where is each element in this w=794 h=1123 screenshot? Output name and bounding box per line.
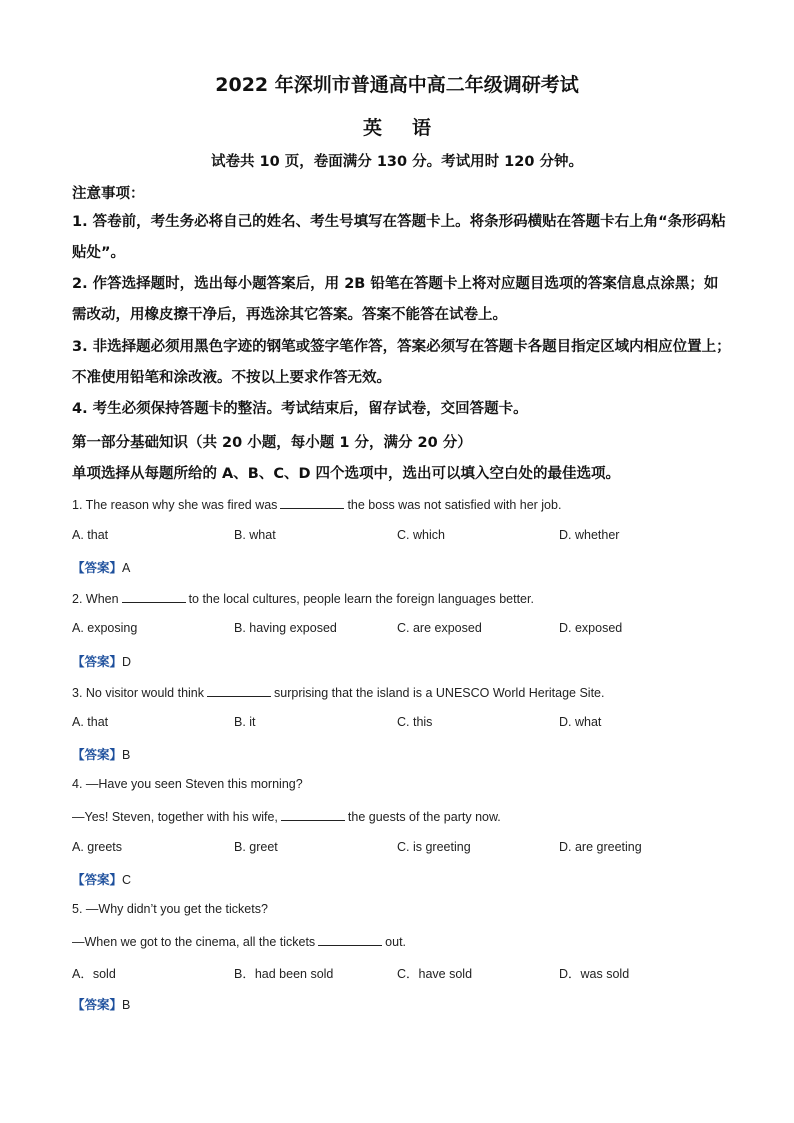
stem-text: —Yes! Steven, together with his wife, [72, 810, 278, 824]
answer-tag: 【答案】 [72, 998, 123, 1012]
section-title: 第一部分基础知识（共 20 小题，每小题 1 分，满分 20 分） [72, 435, 472, 451]
answer-blank [122, 590, 186, 603]
option-c: C. are exposed [397, 621, 482, 635]
answer-value: B [122, 998, 131, 1012]
question-stem [72, 808, 501, 824]
answer-tag: 【答案】 [72, 561, 123, 575]
question-stem [72, 684, 604, 700]
answer-value: D [122, 655, 132, 669]
answer-tag: 【答案】 [72, 655, 123, 669]
stem-text: 3. No visitor would think [72, 686, 205, 700]
subject-title: 英语 [362, 117, 461, 139]
notice-item: 3. 非选择题必须用黑色字迹的钢笔或签字笔作答，答案必须写在答题卡各题目指定区域内相应位置上；不准使用铅笔和涂改液。不按以上要求作答无效。 [72, 339, 731, 386]
answer-line [72, 558, 130, 576]
stem-text: out. [385, 935, 407, 949]
option-d: D. whether [559, 528, 620, 542]
question-stem [72, 496, 561, 512]
answer-tag: 【答案】 [72, 873, 123, 887]
option-c: C. this [397, 715, 433, 729]
stem-text: the boss was not satisfied with her job. [347, 498, 562, 512]
notice-heading: 注意事项： [72, 186, 145, 202]
exam-title: 2022 年深圳市普通高中高二年级调研考试 [215, 74, 579, 96]
option-c: C. which [397, 528, 445, 542]
option-d: D. what [559, 715, 602, 729]
answer-line [72, 870, 131, 888]
answer-blank [281, 808, 345, 821]
stem-text: the guests of the party now. [347, 810, 501, 824]
stem-text: 2. When [72, 592, 119, 606]
answer-value: A [122, 561, 131, 575]
option-a: A. that [72, 528, 109, 542]
option-d: D. exposed [559, 621, 623, 635]
exam-info: 试卷共 10 页，卷面满分 130 分。考试用时 120 分钟。 [211, 154, 583, 170]
answer-line [72, 652, 131, 670]
option-d: D．was sold [559, 967, 630, 981]
option-b: B．had been sold [234, 967, 334, 981]
question-stem [72, 590, 534, 606]
stem-text: 1. The reason why she was fired was [72, 498, 278, 512]
option-a: A. exposing [72, 621, 138, 635]
notice-item: 4. 考生必须保持答题卡的整洁。考试结束后，留存试卷，交回答题卡。 [72, 401, 528, 417]
option-b: B. having exposed [234, 621, 337, 635]
answer-value: C [122, 873, 132, 887]
stem-text: —When we got to the cinema, all the tickets [72, 935, 316, 949]
option-a: A. greets [72, 840, 123, 854]
option-d: D. are greeting [559, 840, 642, 854]
answer-blank [280, 496, 344, 509]
stem-text: surprising that the island is a UNESCO World Heritage Site. [274, 686, 605, 700]
notice-item: 2. 作答选择题时，选出每小题答案后，用 2B 铅笔在答题卡上将对应题目选项的答案信息点涂黑；如需改动，用橡皮擦干净后，再选涂其它答案。答案不能答在试卷上。 [72, 276, 719, 323]
question-stem: 4. —Have you seen Steven this morning? [72, 777, 303, 791]
option-a: A. that [72, 715, 109, 729]
section-instruction: 单项选择从每题所给的 A、B、C、D 四个选项中，选出可以填入空白处的最佳选项。 [72, 466, 621, 482]
question-stem [72, 933, 406, 949]
option-b: B. greet [234, 840, 278, 854]
answer-line [72, 745, 130, 763]
option-c: C．have sold [397, 967, 473, 981]
option-c: C. is greeting [397, 840, 471, 854]
question-stem: 5. —Why didn’t you get the tickets? [72, 902, 268, 916]
option-b: B. what [234, 528, 276, 542]
notice-item: 1. 答卷前，考生务必将自己的姓名、考生号填写在答题卡上。将条形码横贴在答题卡右上角“条形码粘贴处”。 [72, 214, 726, 261]
answer-blank [207, 684, 271, 697]
stem-text: to the local cultures, people learn the foreign languages better. [188, 592, 534, 606]
answer-blank [318, 933, 382, 946]
option-b: B. it [234, 715, 256, 729]
answer-line [72, 995, 130, 1013]
answer-value: B [122, 748, 131, 762]
answer-tag: 【答案】 [72, 748, 123, 762]
option-a: A．sold [72, 967, 116, 981]
